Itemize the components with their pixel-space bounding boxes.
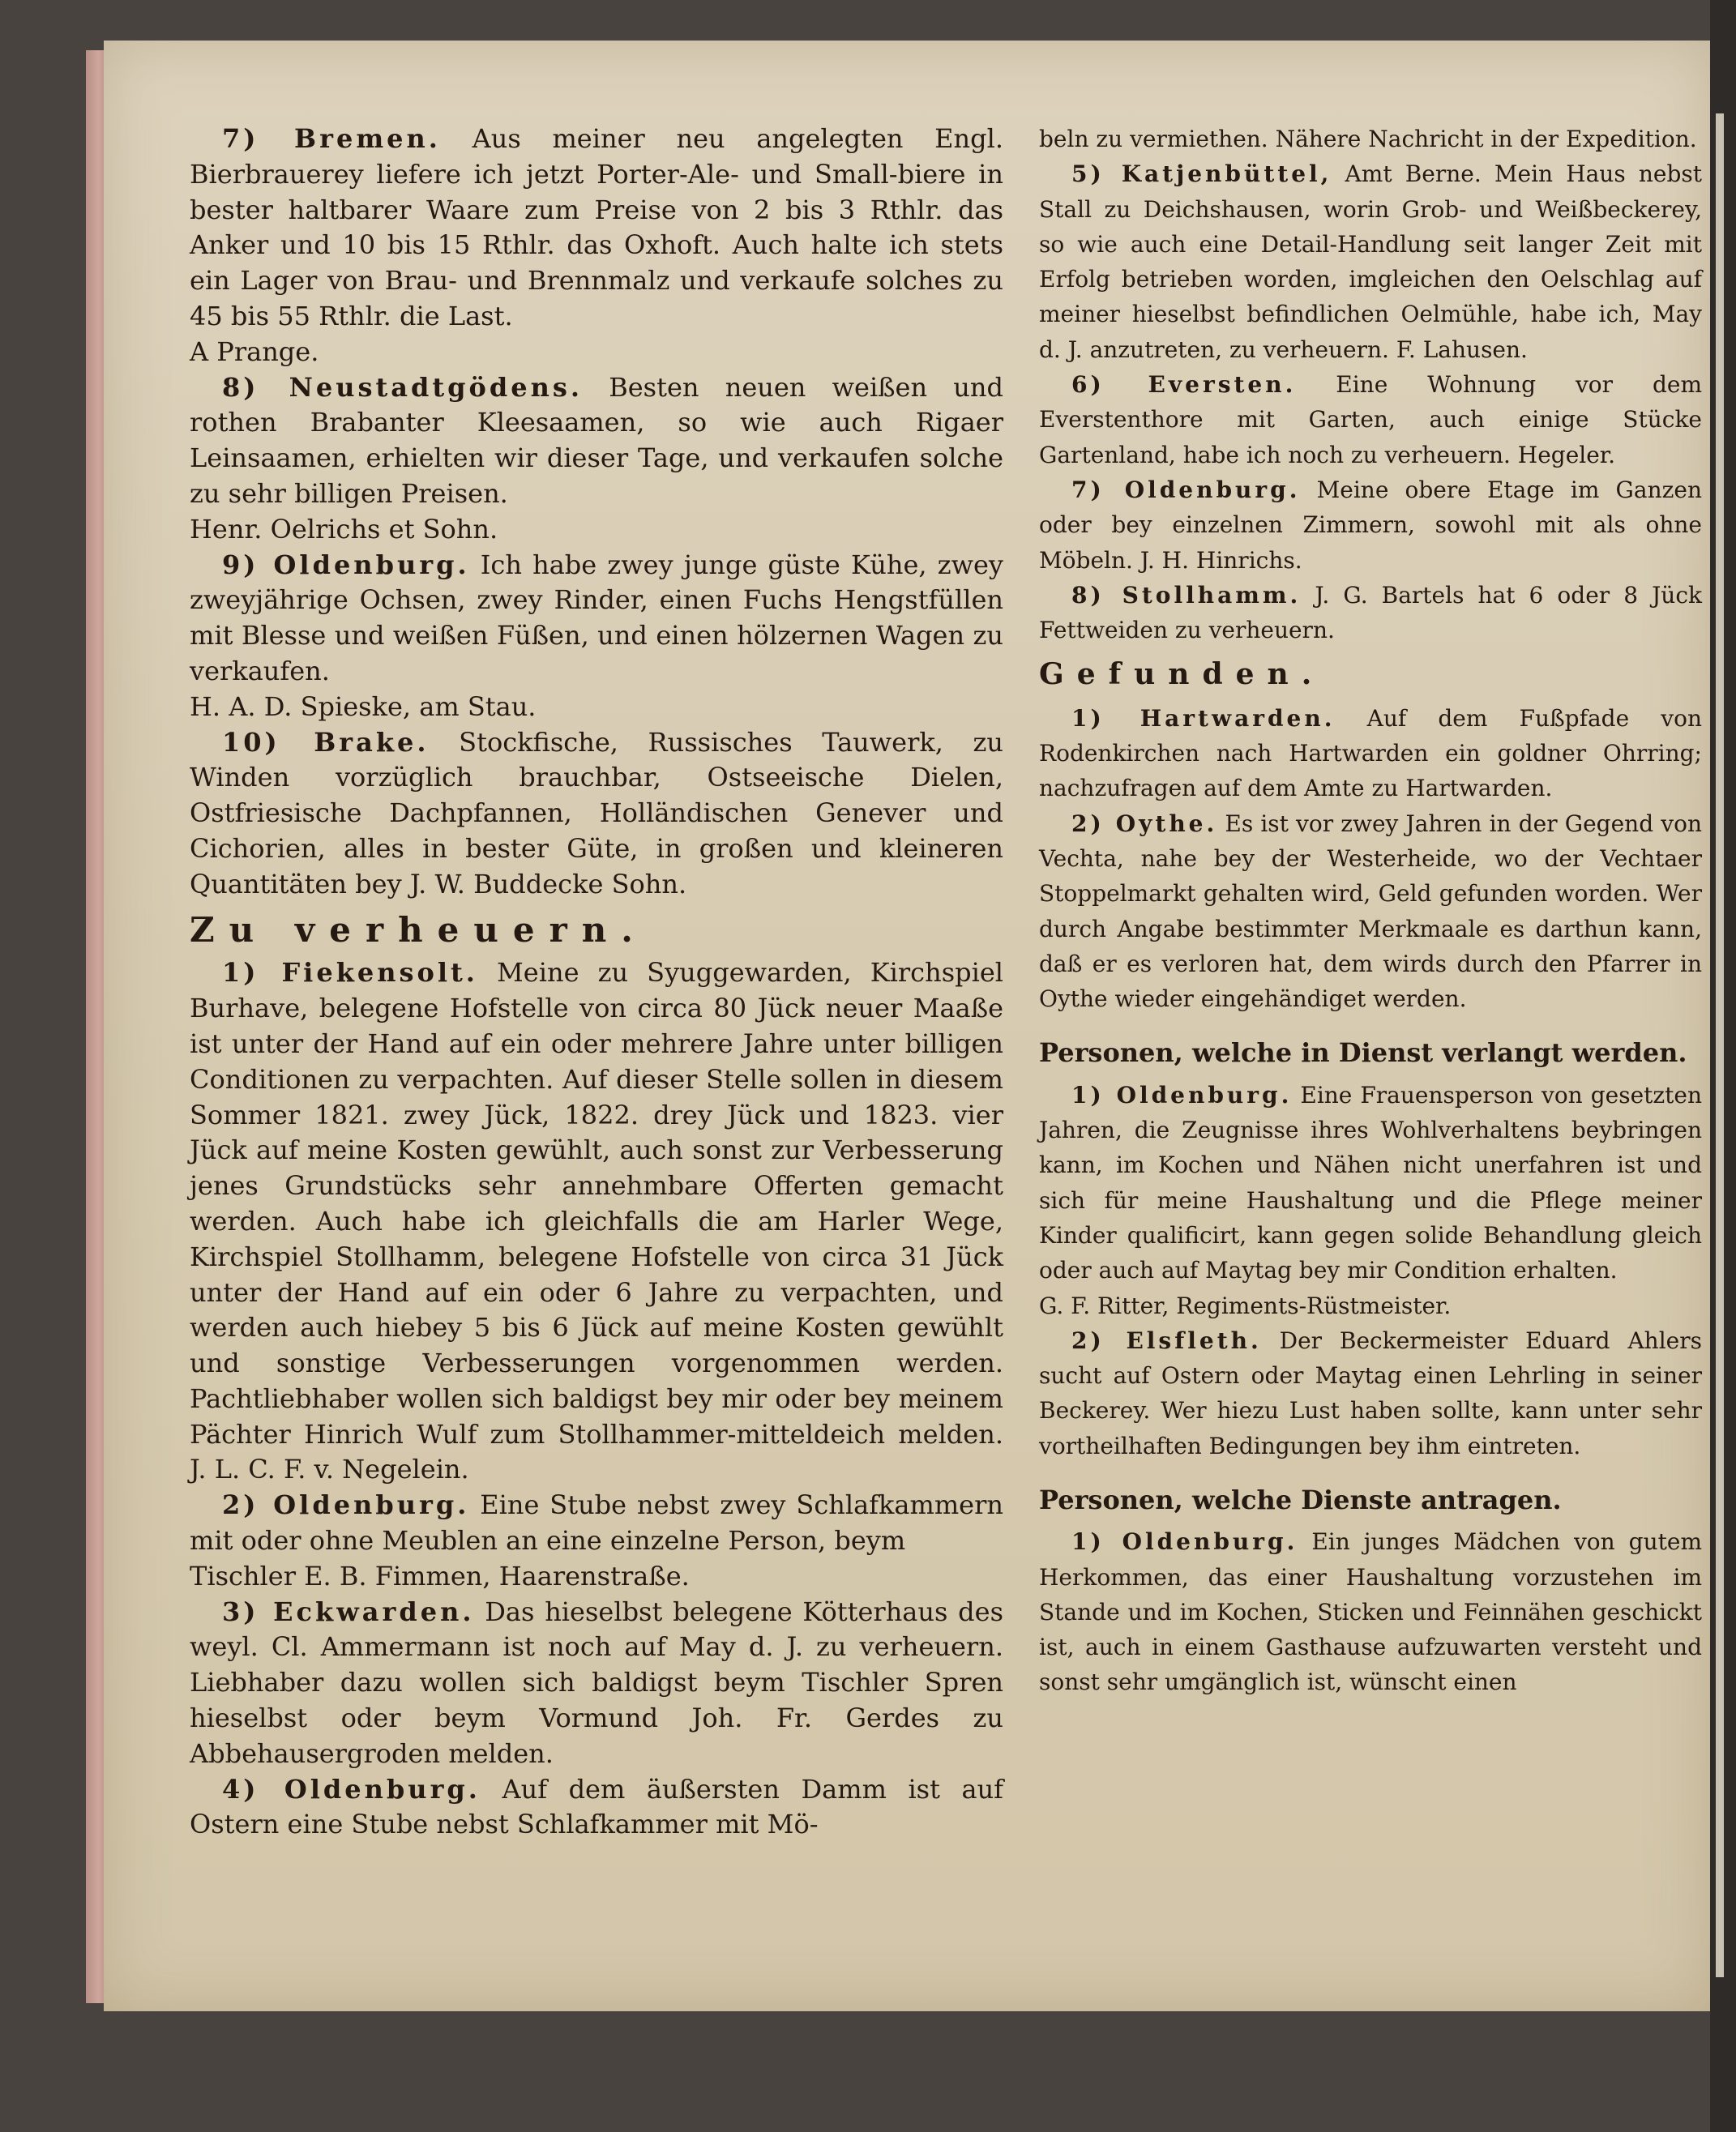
ad-keyword: 2) Elsfleth. bbox=[1071, 1327, 1262, 1354]
ad-text: Der Beckermeister Eduard Ahlers sucht auf Ostern oder Maytag einen Lehrling in seiner Beckerey. Wer hiezu Lust haben sollte, kann unter sehr vortheilhaften Bedingungen bey ihm eintreten. bbox=[1039, 1327, 1702, 1459]
ad-keyword: 2) Oldenburg. bbox=[222, 1489, 470, 1521]
scan-ruler bbox=[1716, 113, 1724, 1977]
rent-katjenbuettel bbox=[1039, 156, 1702, 367]
ad-text: Besten neuen weißen und rothen Brabanter Kleesaamen, so wie auch Rigaer Leinsaamen, erhielten wir dieser Tage, und verkaufen solche zu sehr billigen Preisen. bbox=[190, 371, 1003, 509]
ad-text: Ich habe zwey junge güste Kühe, zwey zweyjährige Ochsen, zwey Rinder, einen Fuchs Hengstfüllen mit Blesse und weißen Füßen, und einen hölzernen Wagen zu verkaufen. bbox=[190, 549, 1004, 686]
service-wanted-oldenburg bbox=[1039, 1078, 1702, 1288]
ad-signature: H. A. D. Spieske, am Stau. bbox=[190, 690, 537, 722]
rent-oldenburg-damm-continued: beln zu vermiethen. Nähere Nachricht in der Expedition. bbox=[1039, 126, 1697, 152]
ad-signature: Henr. Oelrichs et Sohn. bbox=[190, 513, 498, 545]
ad-text: Eine Stube nebst zwey Schlafkammern mit oder ohne Meublen an eine einzelne Person, beym bbox=[190, 1489, 1003, 1557]
right-column bbox=[1039, 122, 1702, 1700]
section-heading-found: Gefunden. bbox=[1039, 657, 1325, 692]
rent-fiekensolt bbox=[190, 955, 1003, 1488]
ad-keyword: 8) Neustadtgödens. bbox=[222, 371, 584, 403]
ad-signature: F. Lahusen. bbox=[1396, 335, 1528, 363]
ad-keyword: 1) Oldenburg. bbox=[1071, 1528, 1298, 1556]
section-heading-service-offered: Personen, welche Dienste antragen. bbox=[1039, 1484, 1562, 1515]
ad-text: Aus meiner neu angelegten Engl. Bierbrauerey liefere ich jetzt Porter-Ale- und Small-biere in bester haltbarer Waare zum Preise von 2 bis 3 Rthlr. das Anker und 10 bis 15 Rthlr. das Oxhoft. Auch halte ich stets ein Lager von Brau- und Brennmalz und verkaufe solches zu 45 bis 55 Rthlr. die Last. bbox=[190, 123, 1004, 331]
section-heading-service-wanted: Personen, welche in Dienst verlangt werden. bbox=[1039, 1037, 1687, 1069]
found-oythe bbox=[1039, 806, 1702, 1017]
section-heading-rent: Zu verheuern. bbox=[190, 909, 648, 950]
ad-text: Es ist vor zwey Jahren in der Gegend von Vechta, nahe bey der Westerheide, wo der Vechtaer Stoppelmarkt gehalten wird, Geld gefunden worden. Wer durch Angabe bestimmter Merkmaale es darthun kann, daß er es verloren hat, dem wirds durch den Pfarrer in Oythe wieder eingehändiget werden. bbox=[1039, 810, 1702, 1013]
ad-signature: J. H. Hinrichs. bbox=[1140, 546, 1302, 574]
ad-brake bbox=[190, 725, 1003, 903]
ad-text: Ein junges Mädchen von gutem Herkommen, das einer Haushaltung vorzustehen im Stande und im Kochen, Sticken und Feinnähen geschickt ist, auch in einem Gasthause aufzuwarten versteht und sonst sehr umgänglich ist, wünscht einen bbox=[1039, 1528, 1702, 1696]
rent-oldenburg-etage bbox=[1039, 472, 1702, 578]
left-column bbox=[190, 122, 1003, 1843]
ad-text: Eine Wohnung vor dem Everstenthore mit Garten, auch einige Stücke Gartenland, habe ich noch zu verheuern. bbox=[1039, 371, 1703, 468]
ad-keyword: 8) Stollhamm. bbox=[1071, 581, 1302, 609]
ad-oldenburg-sale bbox=[190, 548, 1003, 690]
ad-text: Amt Berne. Mein Haus nebst Stall zu Deichshausen, worin Grob- und Weißbeckerey, so wie auch eine Detail-Handlung seit langer Zeit mit Erfolg betrieben worden, imgleichen den Oelschlag auf meiner hieselbst befindlichen Oelmühle, habe ich, May d. J. anzutreten, zu verheuern. bbox=[1039, 160, 1702, 363]
ad-neustadtgoedens bbox=[190, 370, 1003, 512]
ad-text: Meine obere Etage im Ganzen oder bey einzelnen Zimmern, sowohl mit als ohne Möbeln. bbox=[1039, 476, 1702, 574]
rent-stollhamm bbox=[1039, 578, 1702, 648]
ad-text: Stockfische, Russisches Tauwerk, zu Winden vorzüglich brauchbar, Ostseeische Dielen, Ostfriesische Dachpfannen, Holländischen Genever und Cichorien, alles in bester Güte, in großen und kleineren Quantitäten bey bbox=[190, 726, 1004, 899]
ad-text: Eine Frauensperson von gesetzten Jahren, die Zeugnisse ihres Wohlverhaltens beybringen kann, im Kochen und Nähen nicht unerfahren ist und sich für meine Haushaltung und die Pflege meiner Kinder qualificirt, kann gegen solide Behandlung gleich oder auch auf Maytag bey mir Condition erhalten. bbox=[1039, 1081, 1702, 1284]
rent-oldenburg-room bbox=[190, 1488, 1003, 1559]
ad-keyword: 1) Fiekensolt. bbox=[222, 957, 478, 989]
ad-keyword: 1) Oldenburg. bbox=[1071, 1081, 1293, 1109]
ad-signature: Hegeler. bbox=[1517, 441, 1616, 468]
rent-eckwarden bbox=[190, 1595, 1003, 1772]
ad-keyword: 1) Hartwarden. bbox=[1071, 704, 1336, 732]
ad-keyword: 10) Brake. bbox=[222, 726, 430, 758]
ad-text: J. G. Bartels hat 6 oder 8 Jück Fettweiden zu verheuern. bbox=[1039, 581, 1702, 644]
ad-text: Meine zu Syuggewarden, Kirchspiel Burhave, belegene Hofstelle von circa 80 Jück neuer Maaße ist unter der Hand auf ein oder mehrere Jahre unter billigen Conditionen zu verpachten. Auf dieser Stelle sollen in diesem Sommer 1821. zwey Jück, 1822. drey Jück und 1823. vier Jück auf meine Kosten gewühlt, auch sonst zur Verbesserung jenes Grundstücks sehr annehmbare Offerten gemacht werden. Auch habe ich gleichfalls die am Harler Wege, Kirchspiel Stollhamm, belegene Hofstelle von circa 31 Jück unter der Hand auf ein oder 6 Jahre zu verpachten, und werden auch hiebey 5 bis 6 Jück auf meine Kosten gewühlt und sonstige Verbesserungen vorgenommen werden. Pachtliebhaber wollen sich baldigst bey mir oder bey meinem Pächter Hinrich Wulf zum Stollhammer-mitteldeich melden. bbox=[190, 957, 1004, 1450]
rent-oldenburg-damm bbox=[190, 1772, 1003, 1844]
rent-eversten bbox=[1039, 367, 1702, 472]
ad-text: Auf dem äußersten Damm ist auf Ostern eine Stube nebst Schlafkammer mit Mö- bbox=[190, 1773, 1004, 1840]
ad-keyword: 6) Eversten. bbox=[1071, 371, 1297, 399]
ad-keyword: 4) Oldenburg. bbox=[222, 1773, 481, 1805]
ad-keyword: 9) Oldenburg. bbox=[222, 549, 470, 580]
service-wanted-elsfleth bbox=[1039, 1323, 1702, 1463]
ad-keyword: 2) Oythe. bbox=[1071, 810, 1218, 837]
ad-signature: J. L. C. F. v. Negelein. bbox=[190, 1454, 469, 1485]
ad-signature: Tischler E. B. Fimmen, Haarenstraße. bbox=[190, 1560, 690, 1592]
ad-signature: A Prange. bbox=[190, 335, 319, 367]
ad-signature: G. F. Ritter, Regiments-Rüstmeister. bbox=[1039, 1292, 1452, 1319]
ad-text: Auf dem Fußpfade von Rodenkirchen nach Hartwarden ein goldner Ohrring; nachzufragen auf dem Amte zu Hartwarden. bbox=[1039, 704, 1702, 802]
service-offered-oldenburg bbox=[1039, 1524, 1702, 1699]
ad-keyword: 7) Oldenburg. bbox=[1071, 476, 1301, 503]
ad-keyword: 7) Bremen. bbox=[222, 123, 441, 154]
ad-signature: J. W. Buddecke Sohn. bbox=[409, 868, 687, 899]
ad-keyword: 3) Eckwarden. bbox=[222, 1596, 475, 1627]
ad-keyword: 5) Katjenbüttel, bbox=[1071, 160, 1332, 188]
ad-text: Das hieselbst belegene Kötterhaus des weyl. Cl. Ammermann ist noch auf May d. J. zu verheuern. Liebhaber dazu wollen sich baldigst beym Tischler Spren hieselbst oder beym Vormund Joh. Fr. Gerdes zu Abbehausergroden melden. bbox=[190, 1596, 1004, 1769]
found-hartwarden bbox=[1039, 701, 1702, 806]
ad-bremen bbox=[190, 122, 1003, 335]
